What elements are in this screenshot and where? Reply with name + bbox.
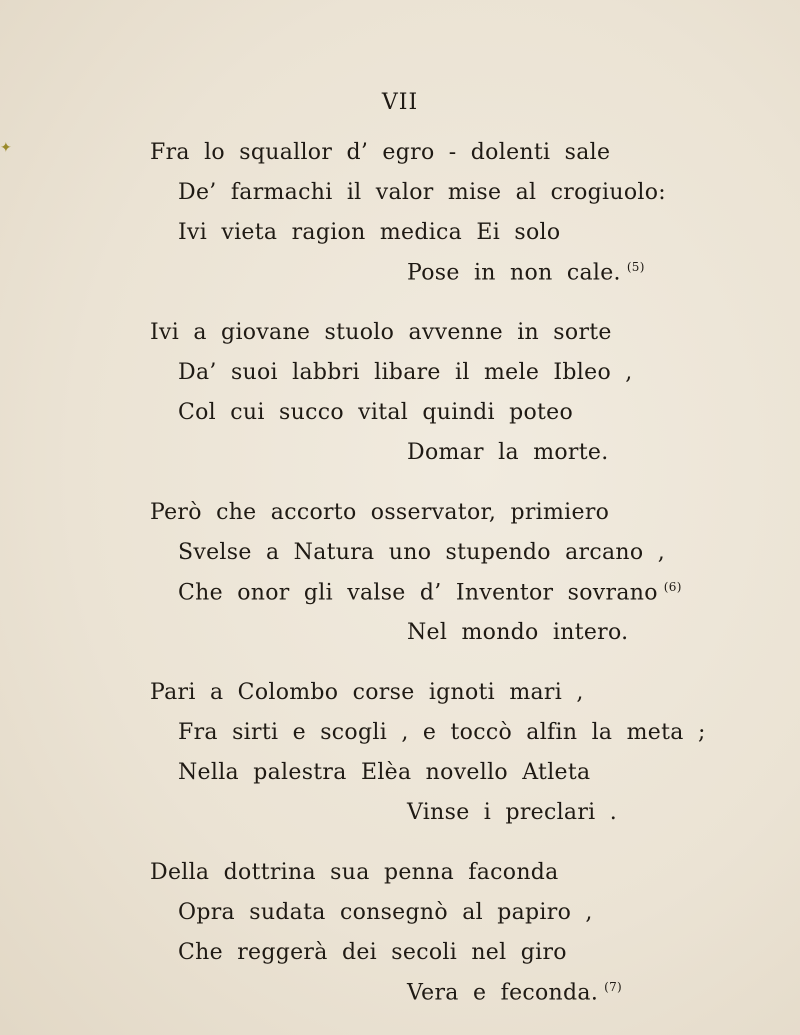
footnote-marker: (5) bbox=[626, 260, 645, 274]
footnote-marker: (6) bbox=[663, 580, 682, 594]
verse-line: Vinse i preclari . bbox=[407, 800, 618, 825]
verse-line: Della dottrina sua penna faconda bbox=[150, 860, 559, 885]
verse-line: Pari a Colombo corse ignoti mari , bbox=[150, 680, 584, 705]
verse-line: Che reggerà dei secoli nel giro bbox=[178, 940, 567, 965]
verse-line: Nel mondo intero. bbox=[407, 620, 629, 645]
verse-line: Pose in non cale. $^{(5)}$ bbox=[407, 260, 645, 286]
verse-line: Vera e feconda. $^{(7)}$ bbox=[407, 980, 623, 1006]
page-number: VII bbox=[381, 90, 419, 115]
verse-line: Opra sudata consegnò al papiro , bbox=[178, 900, 593, 925]
verse-line: Che onor gli valse d’ Inventor sovrano $^{(6)}$ bbox=[178, 580, 682, 606]
verse-line: De’ farmachi il valor mise al crogiuolo: bbox=[178, 180, 666, 205]
verse-line: Nella palestra Elèa novello Atleta bbox=[178, 760, 591, 785]
verse-line: Fra lo squallor d’ egro - dolenti sale bbox=[150, 140, 611, 165]
verse-line: Domar la morte. bbox=[407, 440, 609, 465]
verse-line: Però che accorto osservator, primiero bbox=[150, 500, 610, 525]
verse-line: Ivi a giovane stuolo avvenne in sorte bbox=[150, 320, 612, 345]
verse-line: Col cui succo vital quindi poteo bbox=[178, 400, 574, 425]
verse-line: Svelse a Natura uno stupendo arcano , bbox=[178, 540, 666, 565]
verse-line: Da’ suoi labbri libare il mele Ibleo , bbox=[178, 360, 633, 385]
verse-line: Ivi vieta ragion medica Ei solo bbox=[178, 220, 561, 245]
verse-line: Fra sirti e scogli , e toccò alfin la meta ; bbox=[178, 720, 706, 745]
footnote-marker: (7) bbox=[604, 980, 623, 994]
ink-stain-mark: ✦ bbox=[0, 140, 12, 156]
